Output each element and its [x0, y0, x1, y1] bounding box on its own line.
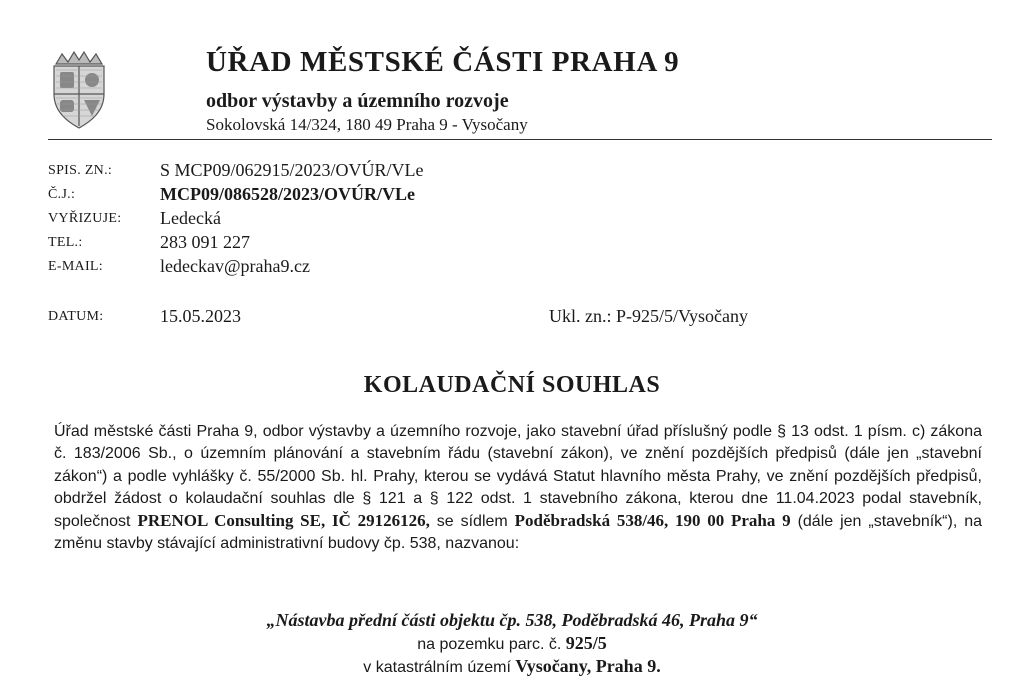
body-paragraph [54, 421, 982, 556]
project-name: „Nástavba přední části objektu čp. 538, Poděbradská 46, Praha 9“ [266, 610, 758, 630]
datum-label: DATUM: [48, 309, 104, 324]
email-value: ledeckav@praha9.cz [160, 256, 310, 276]
parcel-number: 925/5 [565, 633, 607, 653]
spis-label: SPIS. ZN.: [48, 163, 113, 178]
email-label: E-MAIL: [48, 259, 103, 274]
cadastre-name: Vysočany, Praha 9. [515, 656, 661, 676]
ukl-zn: Ukl. zn.: P-925/5/Vysočany [549, 306, 748, 326]
body-text-2: se sídlem [429, 513, 515, 531]
office-name: ÚŘAD MĚSTSKÉ ČÁSTI PRAHA 9 [206, 46, 680, 78]
datum-value: 15.05.2023 [160, 306, 241, 326]
company-seat: Poděbradská 538/46, 190 00 Praha 9 [514, 511, 791, 531]
document-title: KOLAUDAČNÍ SOUHLAS [363, 372, 661, 398]
city-coat-of-arms-icon [48, 50, 110, 130]
tel-value: 283 091 227 [160, 232, 250, 252]
parcel-line [0, 633, 1024, 654]
body-text-3: (dále jen „stavebník“), na změnu stavby stávající administrativní budovy čp. 538, nazvanou: [54, 513, 983, 553]
header-divider [48, 139, 992, 140]
cj-value: MCP09/086528/2023/OVÚR/VLe [160, 184, 415, 204]
cadastre-prefix: v katastrálním území [363, 659, 516, 676]
cadastre-line [0, 656, 1024, 677]
vyrizuje-label: VYŘIZUJE: [48, 211, 122, 226]
spis-value: S MCP09/062915/2023/OVÚR/VLe [160, 160, 424, 180]
company-name: PRENOL Consulting SE, IČ 29126126, [137, 511, 430, 531]
vyrizuje-value: Ledecká [160, 208, 221, 228]
tel-label: TEL.: [48, 235, 83, 250]
office-address: Sokolovská 14/324, 180 49 Praha 9 - Vysočany [206, 115, 528, 134]
body-text-1: Úřad městské části Praha 9, odbor výstavby a územního rozvoje, jako stavební úřad příslušný podle § 13 odst. 1 písm. c) zákona č. 183/2006 Sb., o územním plánování a stavebním řádu (stavební zákon), ve znění pozdějších předpisů (dále jen „stavební zákon“) a podle vyhlášky č. 55/2000 Sb. hl. Prahy, kterou se vydává Statut hlavního města Prahy, ve znění pozdějších předpisů, obdržel žádost o kolaudační souhlas dle § 121 a § 122 odst. 1 stavebního zákona, kterou dne 11.04.2023 podal stavebník, společnost [54, 423, 982, 531]
cj-label: Č.J.: [48, 187, 76, 202]
parcel-prefix: na pozemku parc. č. [417, 636, 566, 653]
department-name: odbor výstavby a územního rozvoje [206, 90, 509, 112]
project-name-line [0, 610, 1024, 631]
